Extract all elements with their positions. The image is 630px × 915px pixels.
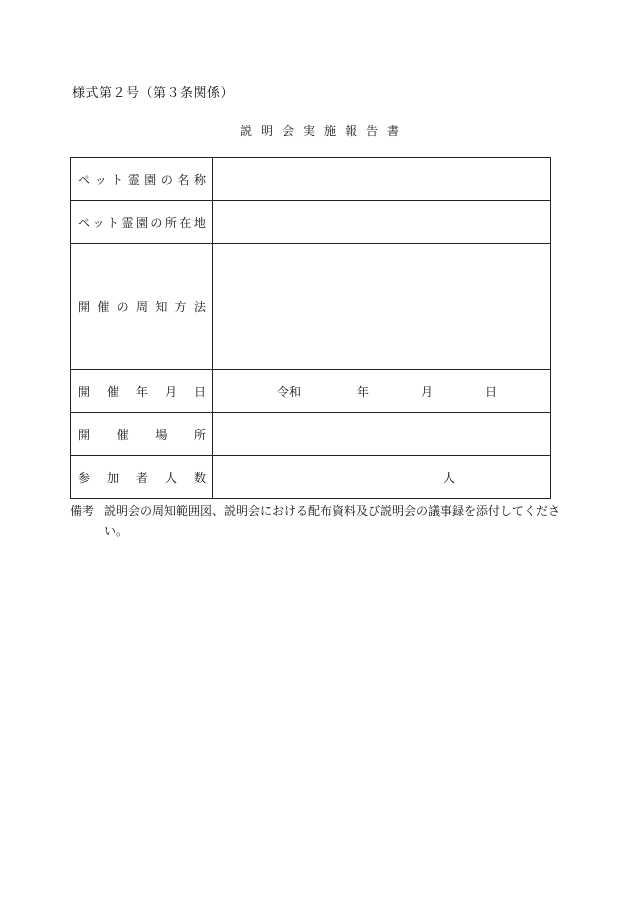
row-label-venue bbox=[71, 413, 213, 456]
label-char: 開 bbox=[78, 384, 91, 399]
spaced-label bbox=[78, 214, 206, 231]
row-label-cemetery-name bbox=[71, 158, 213, 201]
remarks-heading: 備考 bbox=[70, 504, 95, 518]
label-char: 法 bbox=[193, 300, 206, 314]
label-char: ッ bbox=[92, 215, 105, 230]
spaced-label bbox=[78, 383, 206, 400]
label-char: 園 bbox=[135, 215, 148, 230]
label-char: ペ bbox=[78, 172, 91, 187]
label-char: 催 bbox=[116, 427, 129, 442]
label-char: の bbox=[160, 172, 173, 187]
label-char: 人 bbox=[164, 470, 177, 485]
label-char: 地 bbox=[193, 215, 206, 230]
date-month-unit: 月 bbox=[420, 384, 433, 399]
label-char: 園 bbox=[144, 172, 157, 187]
label-char: の bbox=[150, 215, 163, 230]
label-char: 開 bbox=[78, 427, 91, 442]
date-day-unit: 日 bbox=[484, 384, 497, 399]
label-char: 月 bbox=[164, 384, 177, 399]
spaced-label bbox=[78, 426, 206, 443]
label-char: 数 bbox=[193, 470, 206, 485]
table-row bbox=[71, 413, 551, 456]
label-char: 催 bbox=[97, 300, 110, 314]
cemetery-name-field[interactable] bbox=[213, 158, 551, 201]
label-char: ッ bbox=[94, 172, 107, 187]
row-label-notice-method bbox=[71, 244, 213, 370]
table-row bbox=[71, 201, 551, 244]
table-row bbox=[71, 456, 551, 499]
date-era: 令和 bbox=[276, 384, 301, 399]
label-char: の bbox=[116, 300, 129, 314]
remarks-text: 説明会の周知範囲図、説明会における配布資料及び説明会の議事録を添付してください。 bbox=[104, 504, 561, 538]
participant-count-field[interactable] bbox=[213, 456, 551, 499]
label-char: ト bbox=[106, 215, 119, 230]
label-char: 日 bbox=[193, 384, 206, 399]
label-char: 霊 bbox=[127, 172, 140, 187]
label-char: 名 bbox=[177, 172, 190, 187]
row-label-date bbox=[71, 370, 213, 413]
remarks bbox=[70, 501, 560, 541]
cemetery-address-field[interactable] bbox=[213, 201, 551, 244]
label-char: 加 bbox=[106, 470, 119, 485]
label-char: 知 bbox=[155, 300, 168, 314]
spaced-label bbox=[78, 469, 206, 486]
date-field[interactable] bbox=[213, 370, 551, 413]
table-row bbox=[71, 244, 551, 370]
label-char: 所 bbox=[164, 215, 177, 230]
label-char: 在 bbox=[179, 215, 192, 230]
label-char: 催 bbox=[106, 384, 119, 399]
label-char: 場 bbox=[155, 427, 168, 442]
table-row bbox=[71, 158, 551, 201]
label-char: 霊 bbox=[121, 215, 134, 230]
row-label-cemetery-address bbox=[71, 201, 213, 244]
participant-count-unit: 人 bbox=[442, 470, 455, 485]
venue-field[interactable] bbox=[213, 413, 551, 456]
form-number: 様式第２号（第３条関係） bbox=[72, 86, 235, 101]
label-char: 所 bbox=[193, 427, 206, 442]
label-char: 年 bbox=[135, 384, 148, 399]
spaced-label bbox=[78, 298, 206, 315]
date-year-unit: 年 bbox=[356, 384, 369, 399]
date-components bbox=[213, 383, 550, 400]
label-char: 者 bbox=[135, 470, 148, 485]
label-char: ペ bbox=[78, 215, 91, 230]
label-char: ト bbox=[111, 172, 124, 187]
document-title: 説明会実施報告書 bbox=[239, 124, 408, 138]
label-char: 参 bbox=[78, 470, 91, 485]
label-char: 周 bbox=[135, 300, 148, 314]
row-label-participant-count bbox=[71, 456, 213, 499]
table-row bbox=[71, 370, 551, 413]
label-char: 称 bbox=[193, 172, 206, 187]
label-char: 開 bbox=[78, 300, 91, 314]
report-table bbox=[70, 157, 551, 499]
label-char: 方 bbox=[174, 300, 187, 314]
spaced-label bbox=[78, 171, 206, 188]
notice-method-field[interactable] bbox=[213, 244, 551, 370]
